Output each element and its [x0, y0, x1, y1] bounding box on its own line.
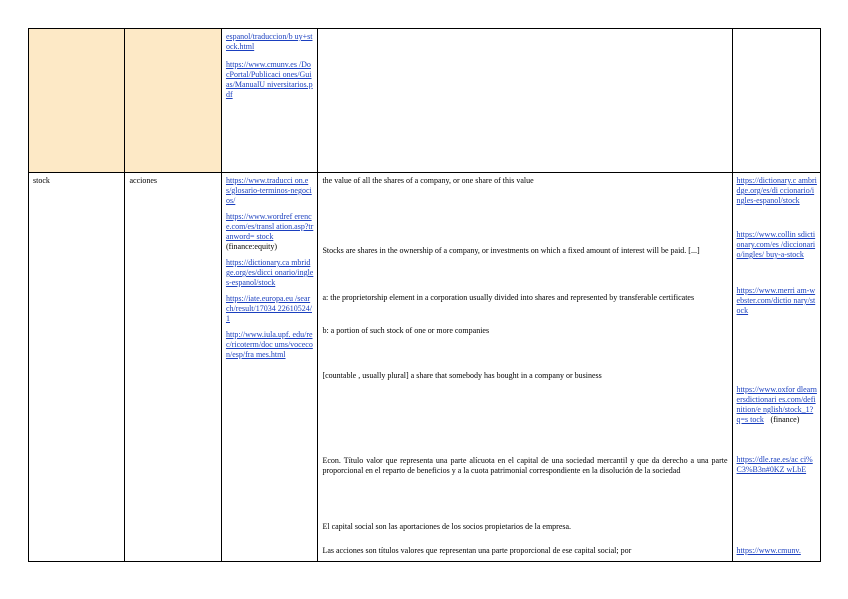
translation-cell [125, 173, 221, 562]
reference-link[interactable]: https://www.cmunv. [736, 546, 801, 555]
source-link[interactable]: https://iate.europa.eu /search/result/17034 22610524/1 [225, 294, 312, 323]
term-cell [29, 173, 125, 562]
source-link[interactable]: https://dictionary.ca mbridge.org/es/dicci onario/ingles-espanol/stock [225, 258, 314, 287]
definition-text: Econ. Título valor que representa una parte alícuota en el capital de una sociedad mercantil y que da derecho a una parte proporcional en el reparto de beneficios y a la cuota patrimonial correspondiente en la disolución de la sociedad [322, 456, 728, 475]
sources-cell [221, 29, 317, 173]
source-link[interactable]: https://www.cmunv.es /DocPortal/Publicaci ones/Guias/ManualU niversitarios.pdf [225, 60, 313, 99]
reference-link[interactable]: https://dle.rae.es/ac ci%C3%B3n#0KZ wLbE [736, 455, 813, 474]
source-note: (finance:equity) [225, 242, 278, 251]
reference-link[interactable]: https://www.collin sdictionary.com/es /diccionario/ingles/ buy-a-stock [736, 230, 816, 259]
source-link[interactable]: https://www.wordref erence.com/es/transl ation.asp?tranword= stock [225, 212, 314, 241]
sources-cell [221, 173, 317, 562]
definition-text: El capital social son las aportaciones de los socios propietarios de la empresa. [322, 522, 572, 531]
source-link[interactable]: https://www.traducci on.es/glosario-terminos-negocios/ [225, 176, 312, 205]
source-link[interactable]: http://www.iula.upf. edu/rec/ricoterm/doc ums/vocecon/esp/fra mes.html [225, 330, 313, 359]
reference-cell [732, 29, 820, 173]
definition-text: Las acciones son títulos valores que representan una parte proporcional de ese capital social; por [322, 546, 632, 555]
definition-text: Stocks are shares in the ownership of a company, or investments on which a fixed amount of interest will be paid. [...] [322, 246, 700, 255]
term-text: stock [33, 176, 50, 185]
glossary-table [28, 28, 821, 562]
translation-cell [125, 29, 221, 173]
translation-text: acciones [129, 176, 158, 185]
definition-cell [318, 173, 732, 562]
reference-link[interactable]: https://dictionary.c ambridge.org/es/di ccionario/ingles-espanol/stock [736, 176, 817, 205]
source-link[interactable]: espanol/traduccion/b uy+stock.html [225, 32, 313, 51]
term-cell [29, 29, 125, 173]
table-row [29, 29, 821, 173]
reference-cell [732, 173, 820, 562]
table-row [29, 173, 821, 562]
reference-link[interactable]: https://www.merri am-webster.com/dictio nary/stock [736, 286, 816, 315]
reference-link[interactable]: https://www.oxfor dlearnersdictionari es.com/definition/e nglish/stock_1?q=s tock [736, 385, 817, 424]
definition-cell [318, 29, 732, 173]
definition-text: [countable , usually plural] a share that somebody has bought in a company or business [322, 371, 602, 380]
reference-note: (finance) [770, 415, 800, 424]
definition-text: a: the proprietorship element in a corporation usually divided into shares and represented by transferable certificates [322, 293, 695, 302]
definition-text: the value of all the shares of a company, or one share of this value [322, 176, 534, 185]
definition-text: b: a portion of such stock of one or more companies [322, 326, 490, 335]
